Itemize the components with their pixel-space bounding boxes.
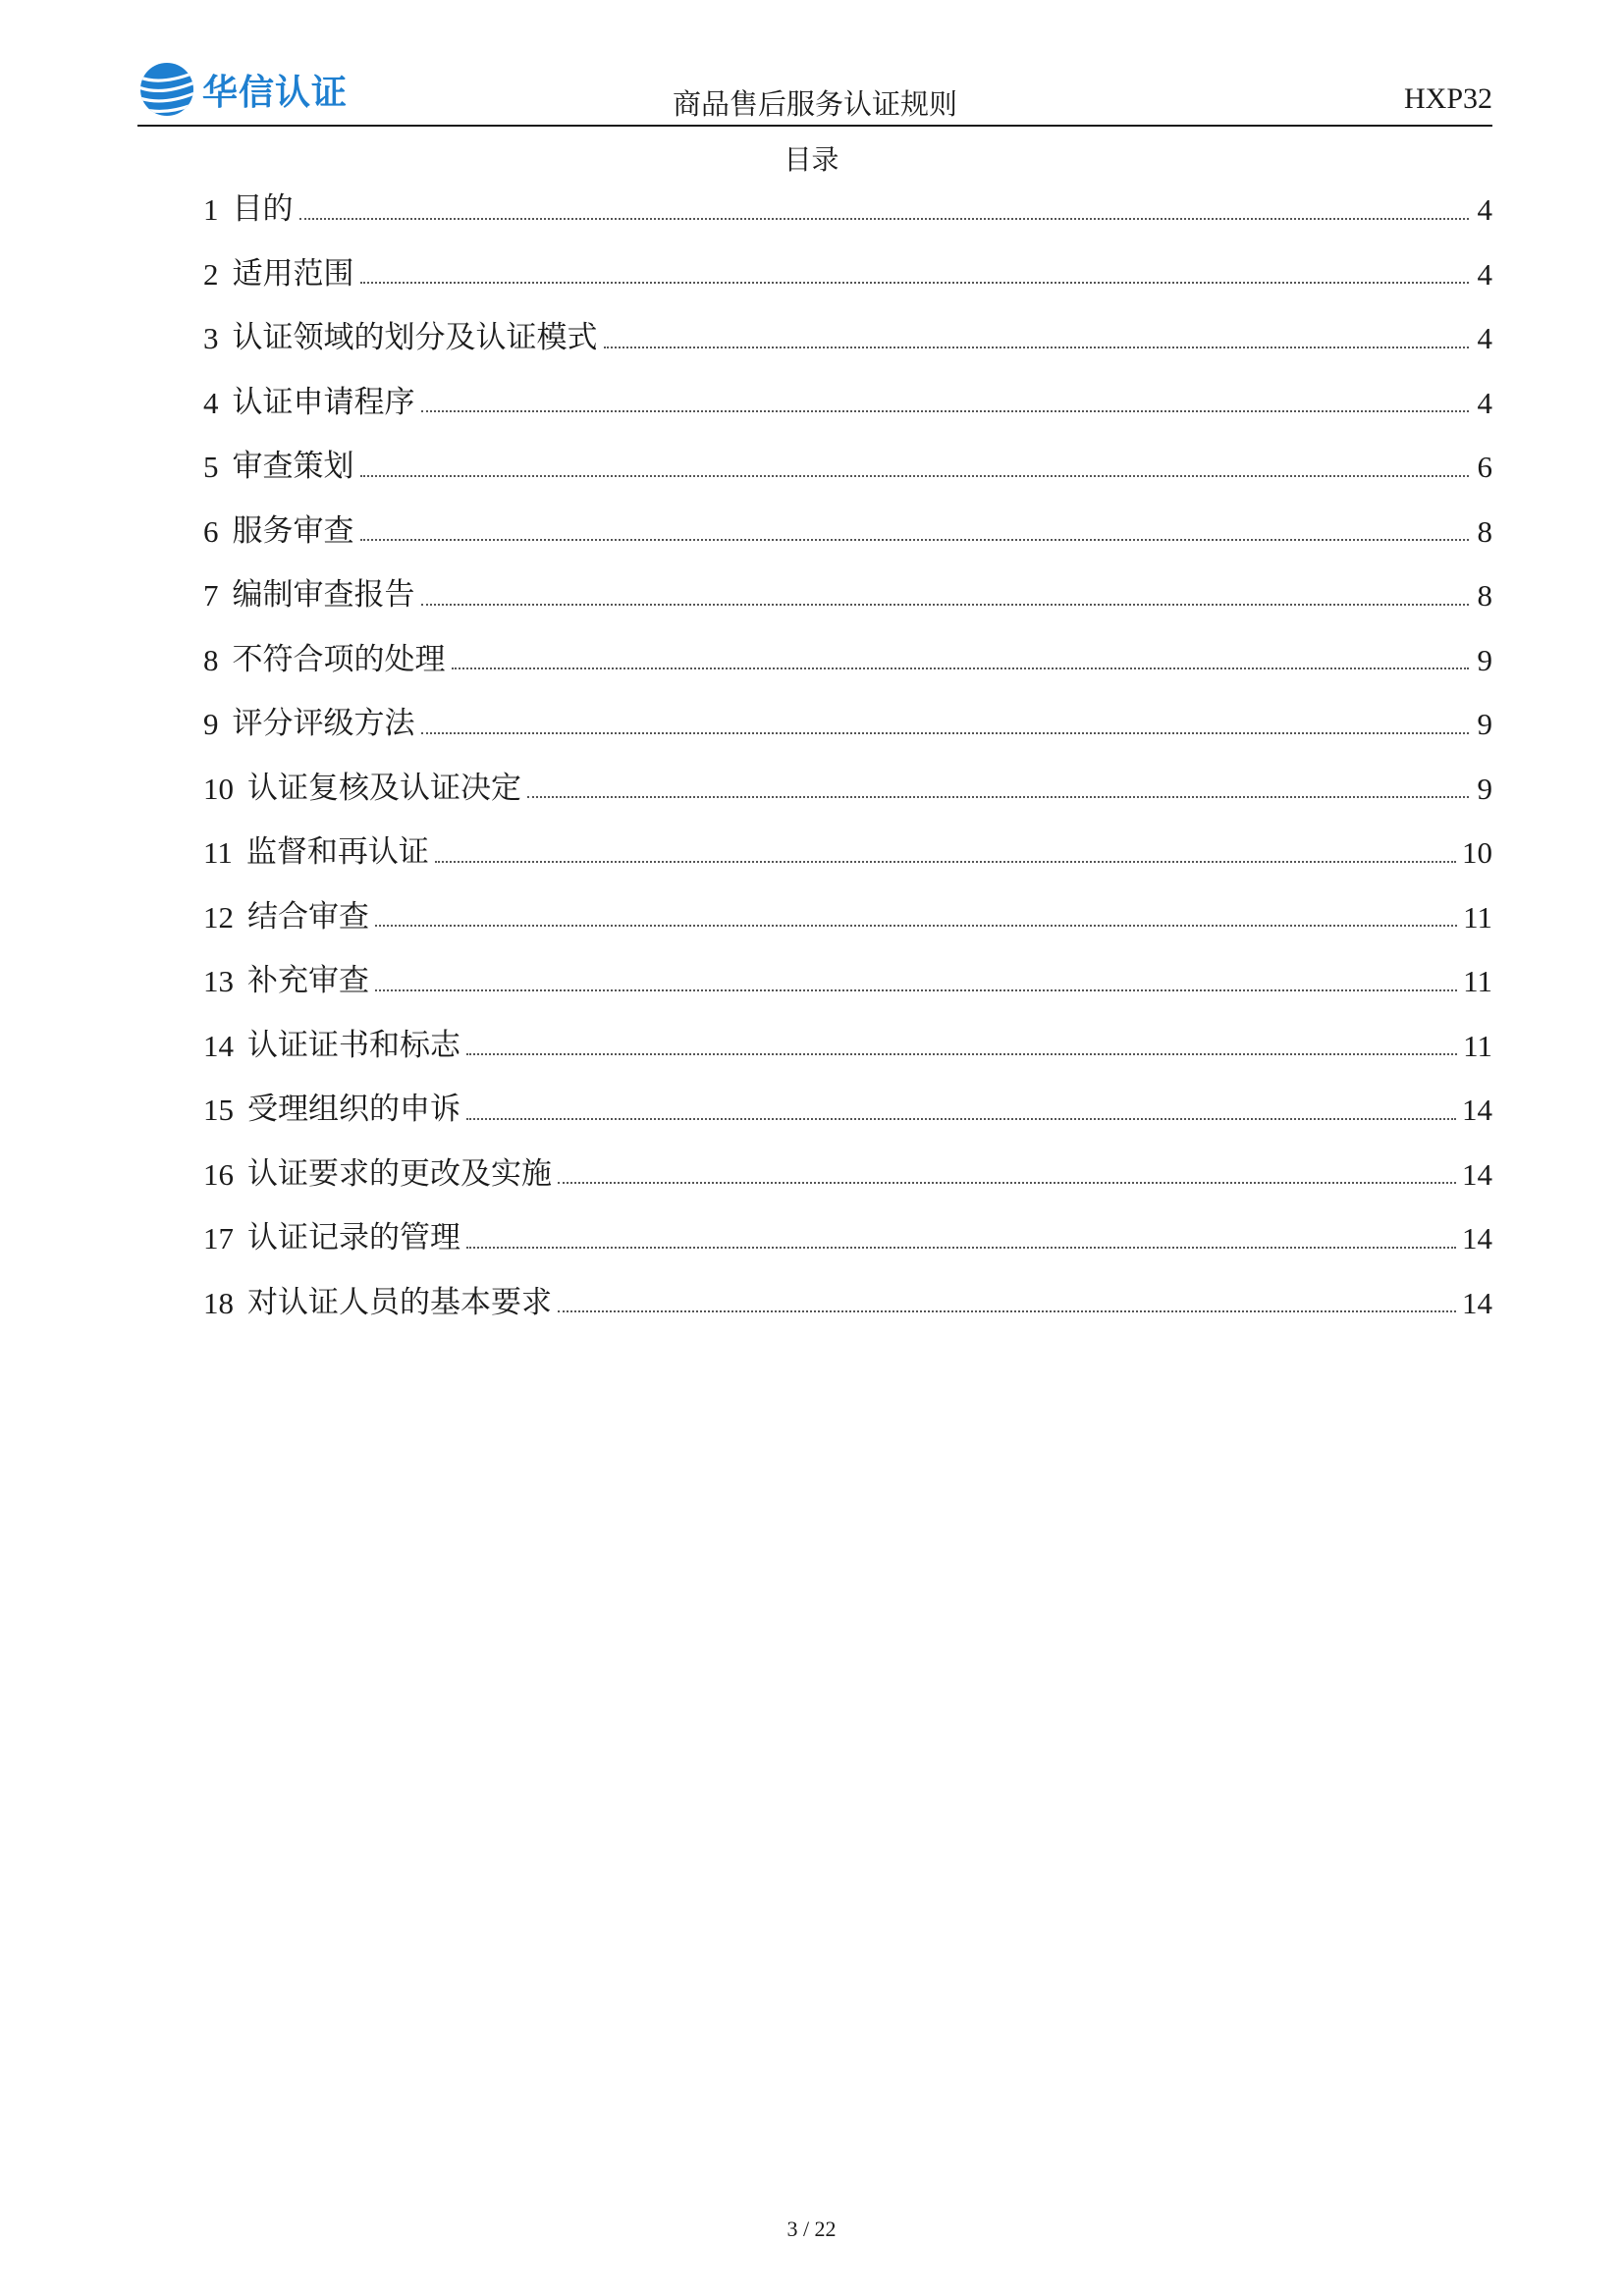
- toc-entry-page: 14: [1462, 1093, 1492, 1128]
- toc-dot-leader: [375, 925, 1457, 927]
- toc-entry[interactable]: [203, 178, 1492, 242]
- toc-entry-title[interactable]: 认证记录的管理: [247, 1220, 460, 1256]
- toc-entry-title[interactable]: 补充审查: [247, 963, 369, 999]
- toc-entry-title[interactable]: 不符合项的处理: [232, 641, 446, 677]
- document-code: HXP32: [1403, 82, 1492, 115]
- toc-entry[interactable]: [203, 757, 1492, 822]
- toc-entry-page: 6: [1477, 450, 1492, 485]
- page-header: [137, 55, 1492, 124]
- toc-entry-title[interactable]: 结合审查: [247, 898, 369, 934]
- toc-dot-leader: [466, 1053, 1457, 1055]
- toc-entry[interactable]: [203, 306, 1492, 371]
- toc-heading: 目录: [784, 143, 839, 176]
- toc-entry-title[interactable]: 适用范围: [232, 255, 354, 292]
- toc-entry-number: 13: [203, 964, 234, 999]
- toc-entry[interactable]: [203, 821, 1492, 885]
- toc-entry-title[interactable]: 认证要求的更改及实施: [247, 1155, 552, 1192]
- toc-entry-number: 4: [203, 385, 219, 420]
- toc-entry-number: 10: [203, 771, 234, 806]
- toc-entry-page: 11: [1463, 899, 1492, 934]
- toc-dot-leader: [466, 1118, 1456, 1120]
- toc-entry-title[interactable]: 服务审查: [232, 512, 354, 549]
- toc-dot-leader: [360, 539, 1470, 541]
- toc-entry-page: 8: [1477, 578, 1492, 614]
- toc-entry-title[interactable]: 对认证人员的基本要求: [247, 1284, 552, 1320]
- toc-entry-number: 12: [203, 899, 234, 934]
- toc-entry-page: 4: [1477, 192, 1492, 228]
- toc-entry[interactable]: [203, 1271, 1492, 1336]
- toc-dot-leader: [527, 796, 1469, 798]
- toc-entry-page: 9: [1477, 642, 1492, 677]
- toc-entry-title[interactable]: 编制审查报告: [232, 577, 415, 614]
- toc-entry-number: 5: [203, 450, 219, 485]
- toc-entry[interactable]: [203, 242, 1492, 307]
- toc-entry[interactable]: [203, 563, 1492, 628]
- toc-entry-number: 11: [203, 835, 233, 871]
- toc-entry-number: 14: [203, 1028, 234, 1063]
- toc-dot-leader: [421, 410, 1470, 412]
- toc-entry-page: 4: [1477, 256, 1492, 292]
- toc-entry[interactable]: [203, 949, 1492, 1014]
- toc-entry[interactable]: [203, 885, 1492, 950]
- toc-entry-title[interactable]: 监督和再认证: [245, 834, 429, 871]
- toc-entry-number: 2: [203, 256, 219, 292]
- toc-dot-leader: [435, 861, 1456, 863]
- toc-entry-number: 6: [203, 513, 219, 549]
- toc-dot-leader: [421, 732, 1470, 734]
- toc-entry-number: 1: [203, 192, 219, 228]
- toc-entry-page: 8: [1477, 513, 1492, 549]
- toc-entry-page: 4: [1477, 321, 1492, 356]
- toc-entry-title[interactable]: 认证领域的划分及认证模式: [232, 320, 598, 356]
- toc-entry-title[interactable]: 受理组织的申诉: [247, 1092, 460, 1128]
- toc-entry-number: 8: [203, 642, 219, 677]
- toc-dot-leader: [421, 604, 1470, 606]
- toc-entry[interactable]: [203, 1014, 1492, 1079]
- toc-dot-leader: [558, 1310, 1456, 1312]
- toc-entry-title[interactable]: 认证复核及认证决定: [247, 770, 521, 806]
- toc-entry[interactable]: [203, 371, 1492, 436]
- toc-entry-number: 16: [203, 1156, 234, 1192]
- toc-entry-number: 17: [203, 1221, 234, 1256]
- toc-entry-number: 3: [203, 321, 219, 356]
- toc-entry[interactable]: [203, 692, 1492, 757]
- toc-entry[interactable]: [203, 500, 1492, 564]
- toc-entry[interactable]: [203, 628, 1492, 693]
- toc-entry-page: 11: [1463, 1028, 1492, 1063]
- toc-dot-leader: [466, 1247, 1456, 1249]
- toc-entry-page: 10: [1462, 835, 1492, 871]
- toc-entry-title[interactable]: 评分评级方法: [232, 706, 415, 742]
- toc-entry-page: 9: [1477, 771, 1492, 806]
- toc-entry-title[interactable]: 认证证书和标志: [247, 1027, 460, 1063]
- toc-entry[interactable]: [203, 1206, 1492, 1271]
- toc-entry-number: 15: [203, 1093, 234, 1128]
- toc-entry-title[interactable]: 审查策划: [232, 449, 354, 485]
- document-title: 商品售后服务认证规则: [672, 87, 957, 121]
- header-divider: [137, 125, 1492, 127]
- toc-entry-page: 14: [1462, 1156, 1492, 1192]
- toc-entry-number: 7: [203, 578, 219, 614]
- table-of-contents: [203, 178, 1492, 1335]
- toc-dot-leader: [452, 667, 1470, 669]
- toc-dot-leader: [299, 218, 1470, 220]
- toc-entry-number: 9: [203, 707, 219, 742]
- toc-entry[interactable]: [203, 1143, 1492, 1207]
- toc-entry[interactable]: [203, 435, 1492, 500]
- toc-entry-title[interactable]: 认证申请程序: [232, 384, 415, 420]
- toc-dot-leader: [360, 475, 1470, 477]
- page-number: 3 / 22: [786, 2216, 837, 2241]
- toc-entry-page: 11: [1463, 964, 1492, 999]
- toc-entry-page: 9: [1477, 707, 1492, 742]
- toc-entry-title[interactable]: 目的: [232, 191, 294, 228]
- toc-entry-number: 18: [203, 1285, 234, 1320]
- toc-entry-page: 4: [1477, 385, 1492, 420]
- toc-entry-page: 14: [1462, 1285, 1492, 1320]
- toc-dot-leader: [375, 989, 1457, 991]
- toc-entry[interactable]: [203, 1078, 1492, 1143]
- toc-dot-leader: [558, 1182, 1456, 1184]
- toc-dot-leader: [604, 347, 1470, 348]
- toc-dot-leader: [360, 282, 1470, 284]
- toc-entry-page: 14: [1462, 1221, 1492, 1256]
- logo-text: 华信认证: [202, 72, 349, 113]
